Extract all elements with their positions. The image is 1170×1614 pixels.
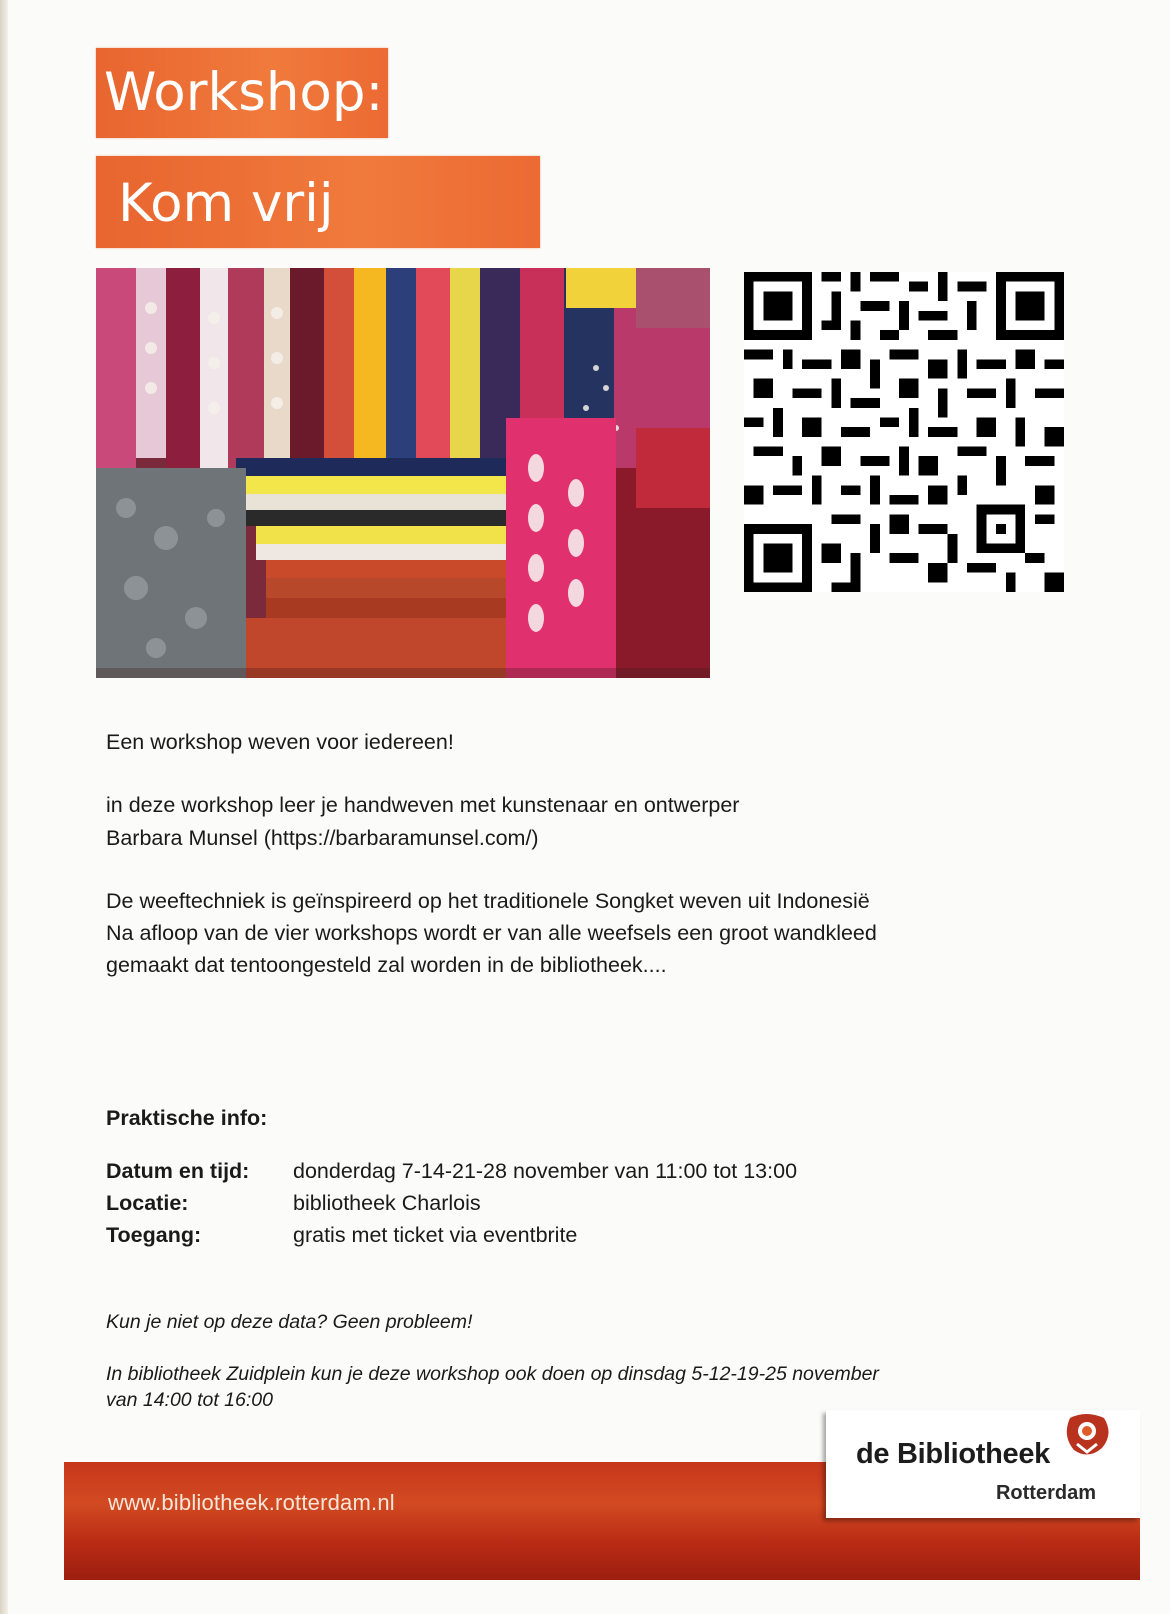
- technique-line-1: De weeftechniek is geïnspireerd op het traditionele Songket weven uit Indonesië: [106, 889, 870, 913]
- technique-line-3: gemaakt dat tentoongesteld zal worden in de bibliotheek....: [106, 953, 667, 977]
- technique-line-2: Na afloop van de vier workshops wordt er van alle weefsels een groot wandkleed: [106, 921, 877, 945]
- intro-line-1: in deze workshop leer je handweven met kunstenaar en ontwerper: [106, 793, 740, 817]
- logo-title: de Bibliotheek: [856, 1438, 1050, 1470]
- page-edge: [0, 0, 8, 1614]
- info-label-location: Locatie:: [106, 1191, 189, 1215]
- qr-code-icon[interactable]: [744, 272, 1064, 592]
- info-label-access: Toegang:: [106, 1223, 202, 1247]
- library-logo: [826, 1410, 1140, 1518]
- woven-textile-photo: [96, 268, 710, 678]
- tagline: Een workshop weven voor iedereen!: [106, 730, 454, 754]
- library-logo-icon: [1060, 1412, 1112, 1460]
- info-value-date: donderdag 7-14-21-28 november van 11:00 tot 13:00: [293, 1159, 798, 1183]
- info-heading: Praktische info:: [106, 1106, 268, 1130]
- info-label-date: Datum en tijd:: [106, 1159, 250, 1183]
- title-line-1: Workshop:: [96, 48, 388, 138]
- note-line-1: Kun je niet op deze data? Geen probleem!: [106, 1311, 473, 1333]
- intro-line-2: Barbara Munsel (https://barbaramunsel.com/): [106, 826, 539, 850]
- footer-url-link[interactable]: www.bibliotheek.rotterdam.nl: [108, 1490, 395, 1515]
- note-line-3: van 14:00 tot 16:00: [106, 1389, 273, 1411]
- logo-subtitle: Rotterdam: [995, 1482, 1096, 1504]
- info-value-location: bibliotheek Charlois: [293, 1191, 481, 1215]
- title-line-2: Kom vrij: [96, 156, 540, 248]
- note-line-2: In bibliotheek Zuidplein kun je deze workshop ook doen op dinsdag 5-12-19-25 november: [106, 1363, 879, 1385]
- info-value-access: gratis met ticket via eventbrite: [293, 1223, 578, 1247]
